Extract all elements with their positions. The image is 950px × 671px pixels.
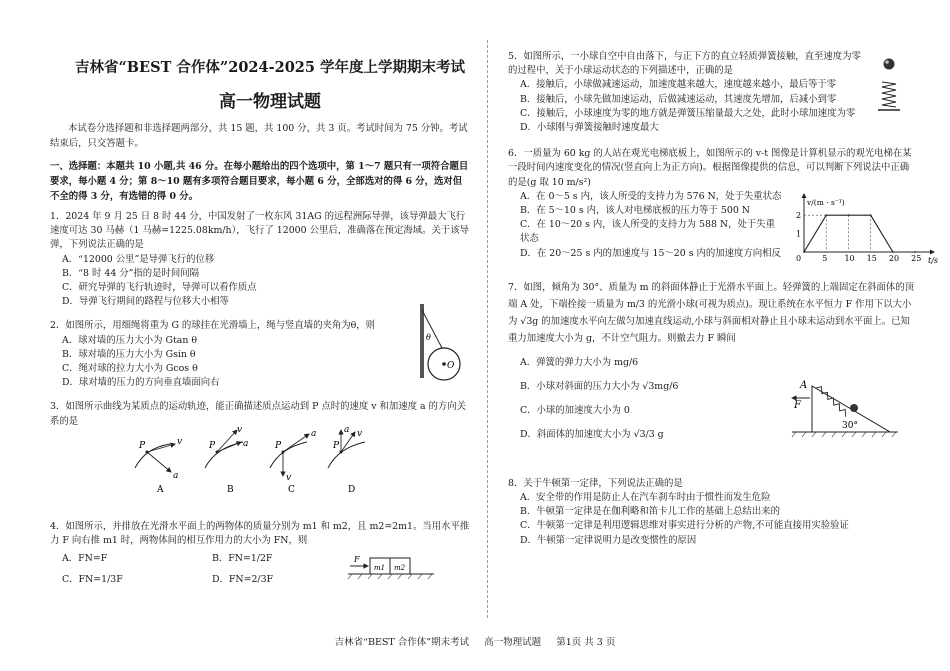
footer-subject: 高一物理试题 bbox=[484, 637, 542, 648]
column-divider bbox=[487, 40, 488, 618]
question-2-option-a: A．球对墙的压力大小为 Gtan θ bbox=[62, 334, 198, 346]
falling-ball bbox=[884, 59, 895, 70]
x-tick-label-10: 10 bbox=[844, 254, 855, 263]
question-5-stem: 5．如图所示，一小球自空中自由落下，与正下方的直立轻质弹簧接触，直至速度为零的过程中，关于小球运动状态的下列描述中，正确的是 bbox=[508, 51, 861, 77]
x-axis-label: t/s bbox=[928, 256, 939, 265]
question-8-option-a: A．安全带的作用是防止人在汽车刹车时由于惯性而发生危险 bbox=[520, 492, 771, 504]
exam-title: 吉林省“BEST 合作体”2024-2025 学年度上学期期末考试 bbox=[74, 59, 466, 76]
spring bbox=[882, 82, 896, 107]
force-label: F bbox=[354, 555, 360, 564]
option-d-trajectory bbox=[328, 425, 365, 495]
svg-text:a: a bbox=[344, 425, 350, 435]
question-4-stem: 4．如图所示，并排放在光滑水平面上的两物体的质量分别为 m1 和 m2，且 m2=2m1。当用水平推力 F 向右推 m1 时，两物体间的相互作用力的大小为 FN，则 bbox=[50, 521, 470, 547]
y-tick-label-1: 1 bbox=[796, 229, 802, 239]
question-4-option-c: C．FN=1/3F bbox=[62, 573, 123, 585]
question-5-option-d: D．小球刚与弹簧接触时速度最大 bbox=[520, 122, 659, 134]
option-b-trajectory bbox=[205, 425, 248, 495]
x-tick-label-20: 20 bbox=[888, 254, 900, 263]
question-2 bbox=[50, 319, 380, 390]
option-d-label: D bbox=[348, 485, 356, 495]
question-8 bbox=[508, 477, 918, 548]
question-4-option-a: A．FN=F bbox=[62, 553, 108, 565]
question-6-options bbox=[508, 190, 783, 261]
point-a-label: A bbox=[800, 380, 808, 391]
y-tick-label-2: 2 bbox=[796, 211, 802, 221]
option-a-velocity-arrow bbox=[147, 444, 175, 452]
ball-center bbox=[442, 362, 446, 366]
small-ball bbox=[850, 404, 858, 412]
question-7-options bbox=[508, 351, 763, 447]
question-4-option-d: D．FN=2/3F bbox=[212, 573, 274, 585]
option-b-label: B bbox=[227, 485, 234, 495]
svg-text:P: P bbox=[333, 441, 340, 451]
svg-text:a: a bbox=[243, 439, 249, 449]
footer-page-number: 第1页 共 3 页 bbox=[556, 637, 616, 648]
question-1-option-d: D．导弹飞行期间的路程与位移大小相等 bbox=[62, 296, 229, 308]
block-m2-label: m2 bbox=[394, 564, 406, 572]
data-point-0 bbox=[803, 251, 805, 253]
question-2-option-b: B．球对墙的压力大小为 Gsin θ bbox=[62, 348, 196, 360]
question-8-option-d: D．牛顿第一定律说明力是改变惯性的原因 bbox=[520, 534, 697, 546]
ball-center-label: O bbox=[447, 361, 455, 371]
question-5-option-c: C．接触后，小球速度为零的地方就是弹簧压缩量最大之处，此时小球加速度为零 bbox=[520, 107, 856, 119]
question-3-stem: 3．如图所示曲线为某质点的运动轨迹，能正确描述质点运动到 P 点时的速度 v 和加速度 a 的方向关系的是 bbox=[50, 401, 467, 427]
question-7-figure bbox=[790, 374, 902, 440]
option-b-velocity-arrow bbox=[217, 430, 237, 452]
question-7-stem: 7．如图，倾角为 30°、质量为 m 的斜面体静止于光滑水平面上。轻弹簧的上端固定在斜面体的顶端 A 处，下端拴接一质量为 m/3 的光滑小球(可视为质点)。现让系统在水平恒力 F 作用下以大小为 √3g 的加速度水平向左做匀加速直线运动,小球与斜面相对静止且小球未运动到水平面上。已知重力加速度大小为 g，不计空气阻力。则撤去力 F 瞬间 bbox=[508, 281, 915, 344]
question-6-vt-chart bbox=[784, 196, 939, 265]
question-5-option-b: B．接触后，小球先做加速运动，后做减速运动，其速度先增加，后减小到零 bbox=[520, 93, 837, 105]
angle-theta-label: θ bbox=[426, 333, 431, 342]
x-tick-label-15: 15 bbox=[866, 254, 877, 263]
question-8-option-c: C．牛顿第一定律是利用逻辑思维对事实进行分析的产物,不可能直接用实验验证 bbox=[520, 520, 849, 532]
section-1-heading: 一、选择题：本题共 10 小题,共 46 分。在每小题给出的四个选项中，第 1～7 题只有一项符合题目要求，每小题 4 分；第 8～10 题有多项符合题目要求，每小题 6 分，全部选对的得 6 分，选对但不全的得 3 分，有选错的得 0 分。 bbox=[50, 161, 469, 202]
question-5-figure bbox=[874, 56, 904, 114]
option-c-acceleration-arrow bbox=[283, 434, 309, 452]
svg-text:a: a bbox=[173, 471, 179, 481]
option-c-label: C bbox=[288, 485, 295, 495]
angle-label: 30° bbox=[842, 421, 858, 431]
svg-text:a: a bbox=[311, 429, 317, 439]
velocity-series-line bbox=[804, 215, 915, 252]
svg-text:v: v bbox=[286, 473, 292, 483]
footer-exam-name: 吉林省“BEST 合作体”期末考试 bbox=[334, 637, 470, 648]
svg-text:P: P bbox=[209, 441, 216, 451]
x-tick-label-25: 25 bbox=[911, 254, 922, 263]
x-axis-arrowhead bbox=[930, 250, 935, 255]
data-point-5 bbox=[914, 251, 916, 253]
question-4-figure bbox=[346, 550, 438, 580]
question-2-figure bbox=[402, 300, 462, 380]
question-6-option-d: D．在 20～25 s 内的加速度与 15～20 s 内的加速度方向相反 bbox=[520, 247, 781, 259]
y-axis-label: v/(m · s⁻¹) bbox=[807, 198, 845, 207]
option-b-acceleration-arrow bbox=[217, 442, 241, 452]
question-5 bbox=[508, 50, 868, 135]
question-2-option-c: C．绳对球的拉力大小为 Gcos θ bbox=[62, 363, 198, 375]
question-3-figure bbox=[125, 424, 365, 496]
option-d-velocity-arrow bbox=[341, 432, 355, 452]
question-1-stem: 1．2024 年 9 月 25 日 8 时 44 分，中国发射了一枚东风 31AG 的远程洲际导弹，该导弹最大飞行速度可达 30 马赫（1 马赫=1225.08km/h），飞行了 12000 公里后，准确落在预定海域。关于该导弹，下列说法正确的是 bbox=[50, 211, 469, 251]
option-a-label: A bbox=[157, 485, 164, 495]
exam-intro: 本试卷分选择题和非选择题两部分，共 15 题，共 100 分，共 3 页。考试时间为 75 分钟。考试结束后，只交答题卡。 bbox=[50, 123, 468, 149]
question-7-option-a: A．弹簧的弹力大小为 mg/6 bbox=[520, 356, 639, 368]
option-c-trajectory bbox=[270, 429, 316, 495]
rope bbox=[422, 310, 442, 348]
force-label: F bbox=[794, 400, 801, 411]
option-a-trajectory bbox=[135, 437, 182, 495]
x-tick-label-5: 5 bbox=[822, 254, 828, 263]
question-6-stem: 6．一质量为 60 kg 的人站在观光电梯底板上，如图所示的 v-t 图像是计算机显示的观光电梯在某一段时间内速度变化的情况(竖直向上为正方向)。根据图像提供的信息，可以判断下列说法中正确的是(g 取 10 m/s²) bbox=[508, 148, 912, 188]
question-7-option-c: C．小球的加速度大小为 0 bbox=[520, 404, 630, 416]
question-8-stem: 8．关于牛顿第一定律，下列说法正确的是 bbox=[508, 477, 683, 489]
question-7-option-d: D．斜面体的加速度大小为 √3/3 g bbox=[520, 428, 664, 440]
question-5-option-a: A．接触后，小球做减速运动，加速度越来越大，速度越来越小，最后等于零 bbox=[520, 79, 837, 91]
svg-text:v: v bbox=[237, 425, 243, 435]
question-6-option-c: C．在 10～20 s 内，该人所受的支持力为 588 N，处于失重状态 bbox=[520, 219, 775, 245]
option-a-acceleration-arrow bbox=[147, 452, 171, 472]
svg-text:v: v bbox=[357, 429, 363, 439]
block-m1-label: m1 bbox=[374, 564, 386, 572]
question-4-option-b: B．FN=1/2F bbox=[212, 553, 273, 565]
question-1-option-c: C．研究导弹的飞行轨迹时，导弹可以看作质点 bbox=[62, 282, 257, 294]
question-2-stem: 2．如图所示，用细绳将重为 G 的球挂在光滑墙上，绳与竖直墙的夹角为θ，则 bbox=[50, 320, 376, 332]
svg-text:P: P bbox=[275, 441, 282, 451]
right-column bbox=[508, 50, 918, 548]
question-2-option-d: D．球对墙的压力的方向垂直墙面向右 bbox=[62, 377, 220, 389]
question-8-option-b: B．牛顿第一定律是在伽利略和笛卡儿工作的基础上总结出来的 bbox=[520, 506, 781, 518]
svg-text:P: P bbox=[139, 441, 146, 451]
svg-text:v: v bbox=[177, 437, 183, 447]
question-7-option-b: B．小球对斜面的压力大小为 √3mg/6 bbox=[520, 380, 679, 392]
question-1 bbox=[50, 210, 470, 309]
data-point-4 bbox=[892, 251, 894, 253]
origin-label: 0 bbox=[796, 254, 802, 263]
exam-subtitle: 高一物理试题 bbox=[219, 92, 321, 112]
page-footer bbox=[0, 634, 950, 648]
question-6-option-a: A．在 0～5 s 内，该人所受的支持力为 576 N，处于失重状态 bbox=[520, 190, 782, 202]
wall bbox=[420, 304, 424, 378]
question-1-option-a: A．“12000 公里”是导弹飞行的位移 bbox=[62, 253, 215, 265]
question-6-option-b: B．在 5～10 s 内，该人对电梯底板的压力等于 500 N bbox=[520, 205, 750, 217]
question-1-option-b: B．“8 时 44 分”指的是时间间隔 bbox=[62, 267, 200, 279]
